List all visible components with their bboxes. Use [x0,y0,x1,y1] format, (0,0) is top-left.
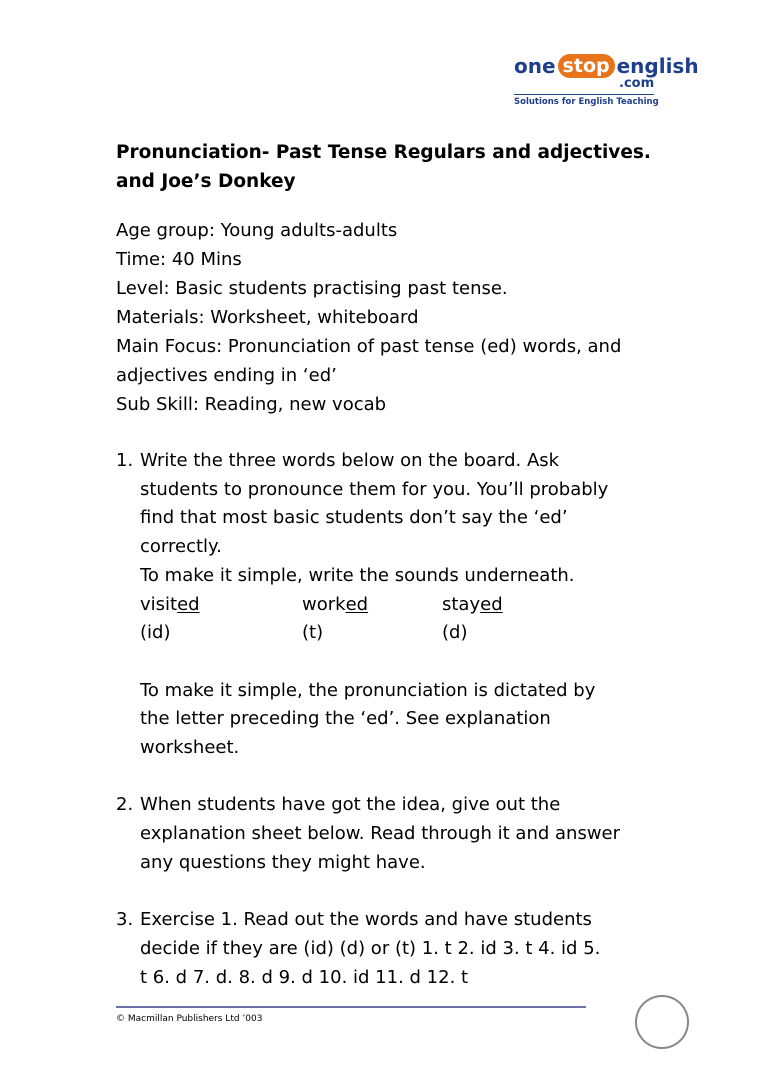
example-word: stayed [442,593,503,615]
step-2-line: When students have got the idea, give out the [140,794,561,816]
info-sub-skill: Sub Skill: Reading, new vocab [116,394,387,415]
step-3-line: decide if they are (id) (d) or (t) 1. t 2. id 3. t 4. id 5. [140,937,601,959]
step-3-line: Exercise 1. Read out the words and have students [140,909,592,931]
lesson-info [116,216,696,419]
step-1-line: correctly. [140,536,222,558]
example-sounds-row [140,619,676,648]
info-level: Level: Basic students practising past tense. [116,278,508,299]
logo-stop: stop [558,54,615,78]
example-sound: (t) [302,622,324,644]
step-1-line: find that most basic students don’t say the ‘ed’ [140,507,568,529]
step-number: 3. [116,909,134,931]
step-number: 1. [116,450,134,471]
document-title [116,138,676,196]
stamp-icon [620,980,704,1064]
step-2-line: any questions they might have. [140,851,426,873]
procedure-steps [116,447,676,992]
info-main-focus-cont: adjectives ending in ‘ed’ [116,365,337,386]
footer-divider [116,1006,586,1008]
step-number: 2. [116,794,134,816]
logo-tagline: Solutions for English Teaching [514,97,659,107]
step-1-note: the letter preceding the ‘ed’. See explanation [140,708,551,730]
info-main-focus: Main Focus: Pronunciation of past tense (ed) words, and [116,336,622,357]
logo-english: english [616,54,699,78]
step-1-line: students to pronounce them for you. You’ll probably [140,478,609,500]
onestopenglish-logo [514,52,699,107]
logo-divider [514,94,654,95]
info-materials: Materials: Worksheet, whiteboard [116,307,419,328]
title-line-2: and Joe’s Donkey [116,171,296,192]
photocopiable-stamp [620,980,704,1064]
step-1-note: worksheet. [140,737,240,759]
example-word: worked [302,593,369,615]
example-sound: (id) [140,622,171,644]
step-2 [116,791,676,877]
step-3-line: t 6. d 7. d. 8. d 9. d 10. id 11. d 12. t [140,966,469,988]
step-1 [116,447,676,763]
logo-com: .com [619,76,655,91]
title-line-1: Pronunciation- Past Tense Regulars and adjectives. [116,142,651,163]
example-word: visited [140,593,200,615]
copyright-text: © Macmillan Publishers Ltd ’003 [116,1014,263,1024]
example-words-row [140,591,676,620]
logo-one: one [514,54,556,78]
example-sound: (d) [442,622,468,644]
info-time: Time: 40 Mins [116,249,242,270]
step-1-line: To make it simple, write the sounds underneath. [140,564,575,586]
step-1-note: To make it simple, the pronunciation is dictated by [140,679,596,701]
step-3 [116,906,676,992]
step-2-line: explanation sheet below. Read through it and answer [140,823,621,845]
step-1-line: Write the three words below on the board. Ask [140,450,560,471]
info-age-group: Age group: Young adults-adults [116,220,398,241]
